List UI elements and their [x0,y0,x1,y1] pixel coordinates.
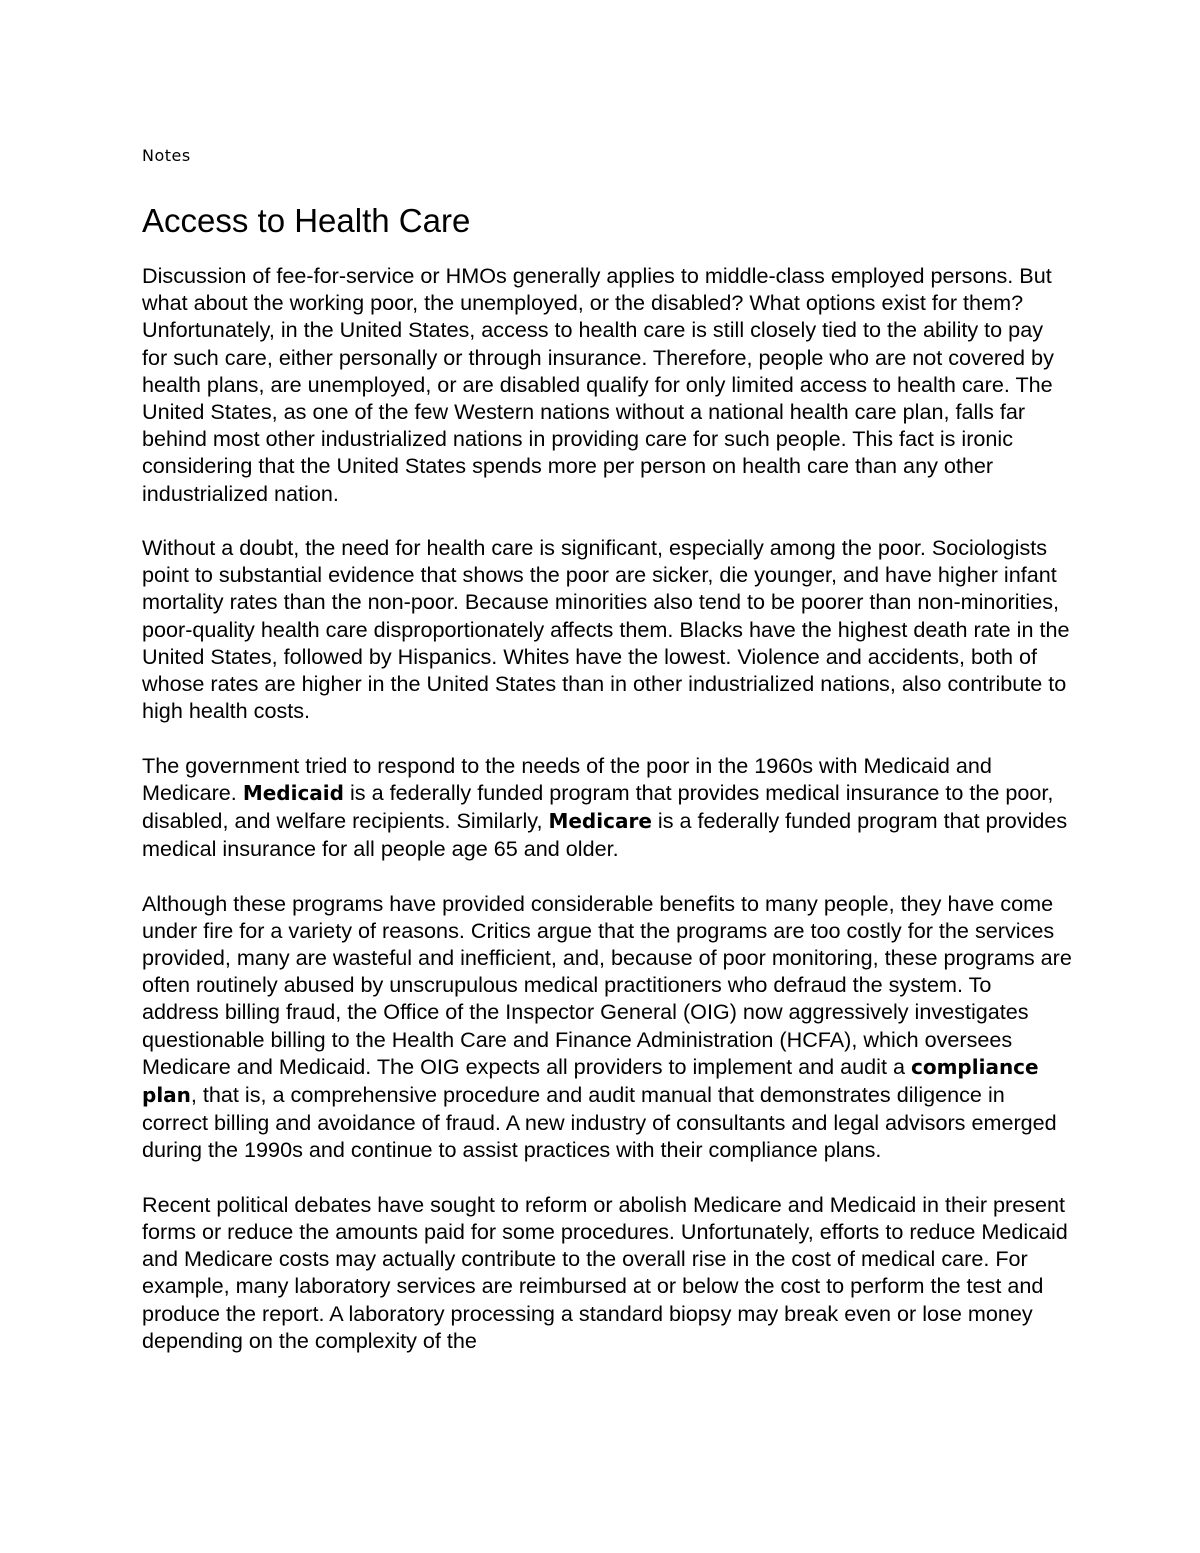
text-run: The government tried to respond to the needs of the poor in the 1960s with Medicaid and Medicare. [142,752,992,805]
paragraph-access: Discussion of fee-for-service or HMOs generally applies to middle-class employed persons. But what about the working poor, the unemployed, or the disabled? What options exist for them? Unfortunately, in the United States, access to health care is still closely tied to the ability to pay for such care, either personally or through insurance. Therefore, people who are not covered by health plans, are unemployed, or are disabled qualify for only limited access to health care. The United States, as one of the few Western nations without a national health care plan, falls far behind most other industrialized nations in providing care for such people. This fact is ironic considering that the United States spends more per person on health care than any other industrialized nation. [142,263,1054,506]
term-medicare: Medicare [548,809,652,834]
paragraph-government-programs [142,752,1072,863]
term-medicaid: Medicaid [242,780,344,805]
text-run: is a federally funded program that provides medical insurance for all people age 65 and older. [142,808,1068,862]
text-run: is a federally funded program that provides medical insurance to the poor, disabled, and welfare recipients. Similarly, [142,779,1054,834]
paragraph-political-debates: Recent political debates have sought to reform or abolish Medicare and Medicaid in their present forms or reduce the amounts paid for some procedures. Unfortunately, efforts to reduce Medicaid and Medicare costs may actually contribute to the overall rise in the cost of medical care. For example, many laboratory services are reimbursed at or below the cost to perform the test and produce the report. A laboratory processing a standard biopsy may break even or lose money depending on the complexity of the [142,1191,1068,1353]
notes-label: Notes [142,146,191,165]
document-page [142,144,1072,1381]
paragraph-need: Without a doubt, the need for health care is significant, especially among the poor. Sociologists point to substantial evidence that shows the poor are sicker, die younger, and have higher infant mortality rates than the non-poor. Because minorities also tend to be poorer than non-minorities, poor-quality health care disproportionately affects them. Blacks have the highest death rate in the United States, followed by Hispanics. Whites have the lowest. Violence and accidents, both of whose rates are higher in the United States than in other industrialized nations, also contribute to high health costs. [142,535,1070,724]
text-run: Although these programs have provided considerable benefits to many people, they have come under fire for a variety of reasons. Critics argue that the programs are too costly for the services provided, many are wasteful and inefficient, and, because of poor monitoring, these programs are often routinely abused by unscrupulous medical practitioners who defraud the system. To address billing fraud, the Office of the Inspector General (OIG) now aggressively investigates questionable billing to the Health Care and Finance Administration (HCFA), which oversees Medicare and Medicaid. The OIG expects all providers to implement and audit a [142,890,1072,1079]
paragraph-criticism [142,890,1072,1164]
text-run: , that is, a comprehensive procedure and audit manual that demonstrates diligence in correct billing and avoidance of fraud. A new industry of consultants and legal advisors emerged during the 1990s and continue to assist practices with their compliance plans. [142,1082,1057,1163]
document-title: Access to Health Care [142,202,471,239]
term-compliance-plan: compliance plan [142,1054,1039,1108]
